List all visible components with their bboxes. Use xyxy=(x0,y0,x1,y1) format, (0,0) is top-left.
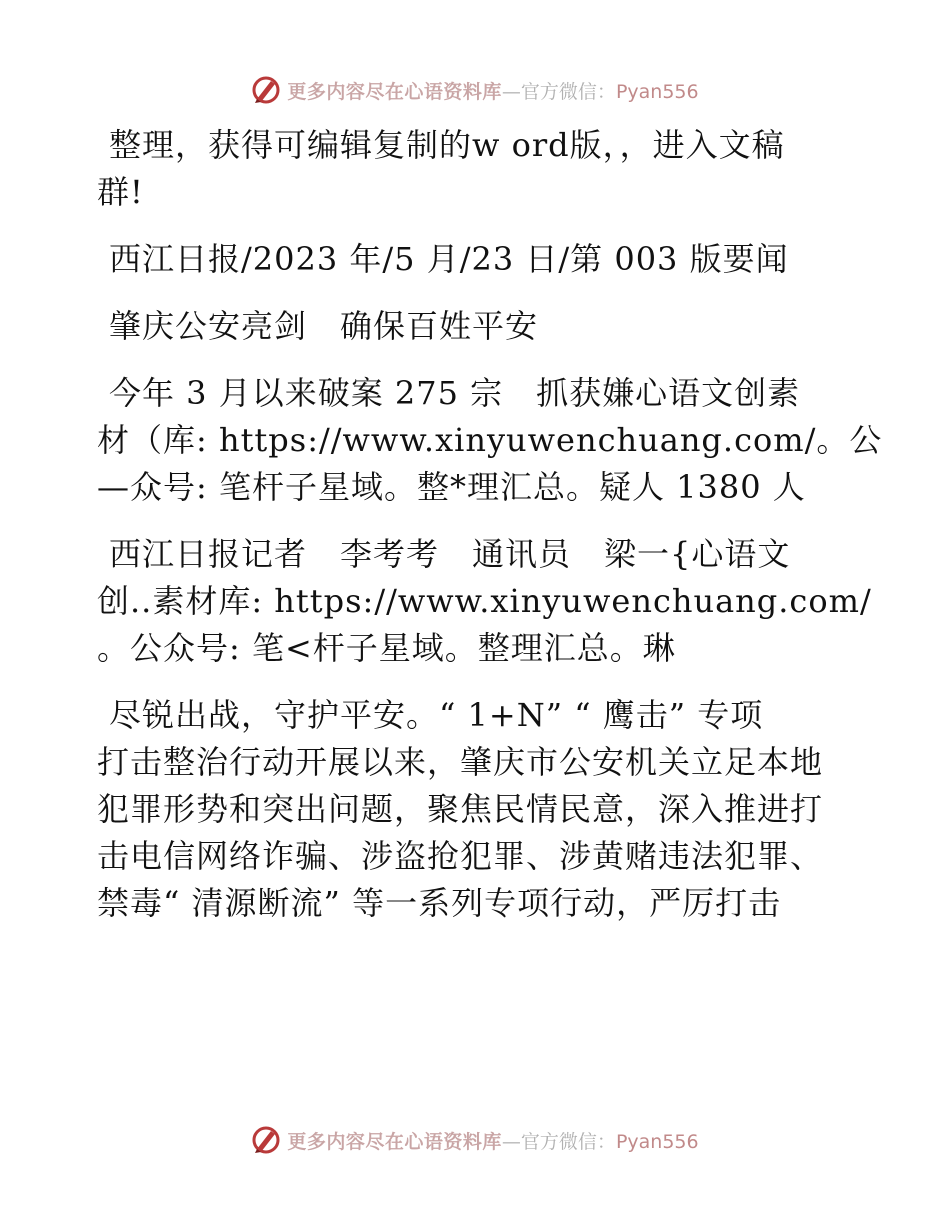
footer-watermark-banner xyxy=(0,1120,950,1160)
text-line: 肇庆公安亮剑 确保百姓平安 xyxy=(109,307,539,345)
article-body-paragraph xyxy=(97,692,857,927)
text-line: 群! xyxy=(97,173,144,211)
article-byline xyxy=(97,531,872,672)
text-line: 打击整治行动开展以来，肇庆市公安机关立足本地 xyxy=(97,743,824,781)
paragraph-source-line xyxy=(97,236,857,283)
pen-circle-logo-icon xyxy=(251,1125,281,1155)
watermark-wechat-id: Pyan556 xyxy=(615,80,699,103)
text-line: —众号: 笔杆子星域。整*理汇总。疑人 1380 人 xyxy=(97,468,806,506)
watermark-text xyxy=(287,1127,698,1154)
text-line: 今年 3 月以来破案 275 宗 抓获嫌心语文创素 xyxy=(109,374,801,412)
paragraph-intro-note xyxy=(97,122,857,216)
document-body xyxy=(97,122,883,947)
watermark-official-label: 官方微信： xyxy=(520,1130,616,1153)
pen-circle-logo-icon xyxy=(251,75,281,105)
text-line: 材（库: https://www.xinyuwenchuang.com/。公 xyxy=(97,421,883,459)
text-line: 西江日报/2023 年/5 月/23 日/第 003 版要闻 xyxy=(109,240,789,278)
watermark-wechat-id: Pyan556 xyxy=(615,1130,699,1153)
text-line: 犯罪形势和突出问题，聚焦民情民意，深入推进打 xyxy=(97,790,824,828)
text-line: 击电信网络诈骗、涉盗抢犯罪、涉黄赌违法犯罪、 xyxy=(97,837,824,875)
article-headline xyxy=(97,303,857,350)
text-line: 整理，获得可编辑复制的w ord版，，进入文稿 xyxy=(109,126,785,164)
text-line: 创..素材库: https://www.xinyuwenchuang.com/ xyxy=(97,582,872,620)
watermark-main-text: 更多内容尽在心语资料库 xyxy=(287,80,502,103)
article-subheadline xyxy=(97,370,883,511)
watermark-main-text: 更多内容尽在心语资料库 xyxy=(287,1130,502,1153)
watermark-text xyxy=(287,77,698,104)
watermark-separator: — xyxy=(501,1130,521,1153)
text-line: 。公众号: 笔<杆子星域。整理汇总。琳 xyxy=(97,629,676,667)
watermark-separator: — xyxy=(501,80,521,103)
header-watermark-banner xyxy=(0,70,950,110)
watermark-official-label: 官方微信： xyxy=(520,80,616,103)
text-line: 西江日报记者 李考考 通讯员 梁一{心语文 xyxy=(109,535,791,573)
text-line: 尽锐出战，守护平安。“ 1+N” “ 鹰击” 专项 xyxy=(109,696,764,734)
text-line: 禁毒“ 清源断流” 等一系列专项行动，严厉打击 xyxy=(97,884,782,922)
